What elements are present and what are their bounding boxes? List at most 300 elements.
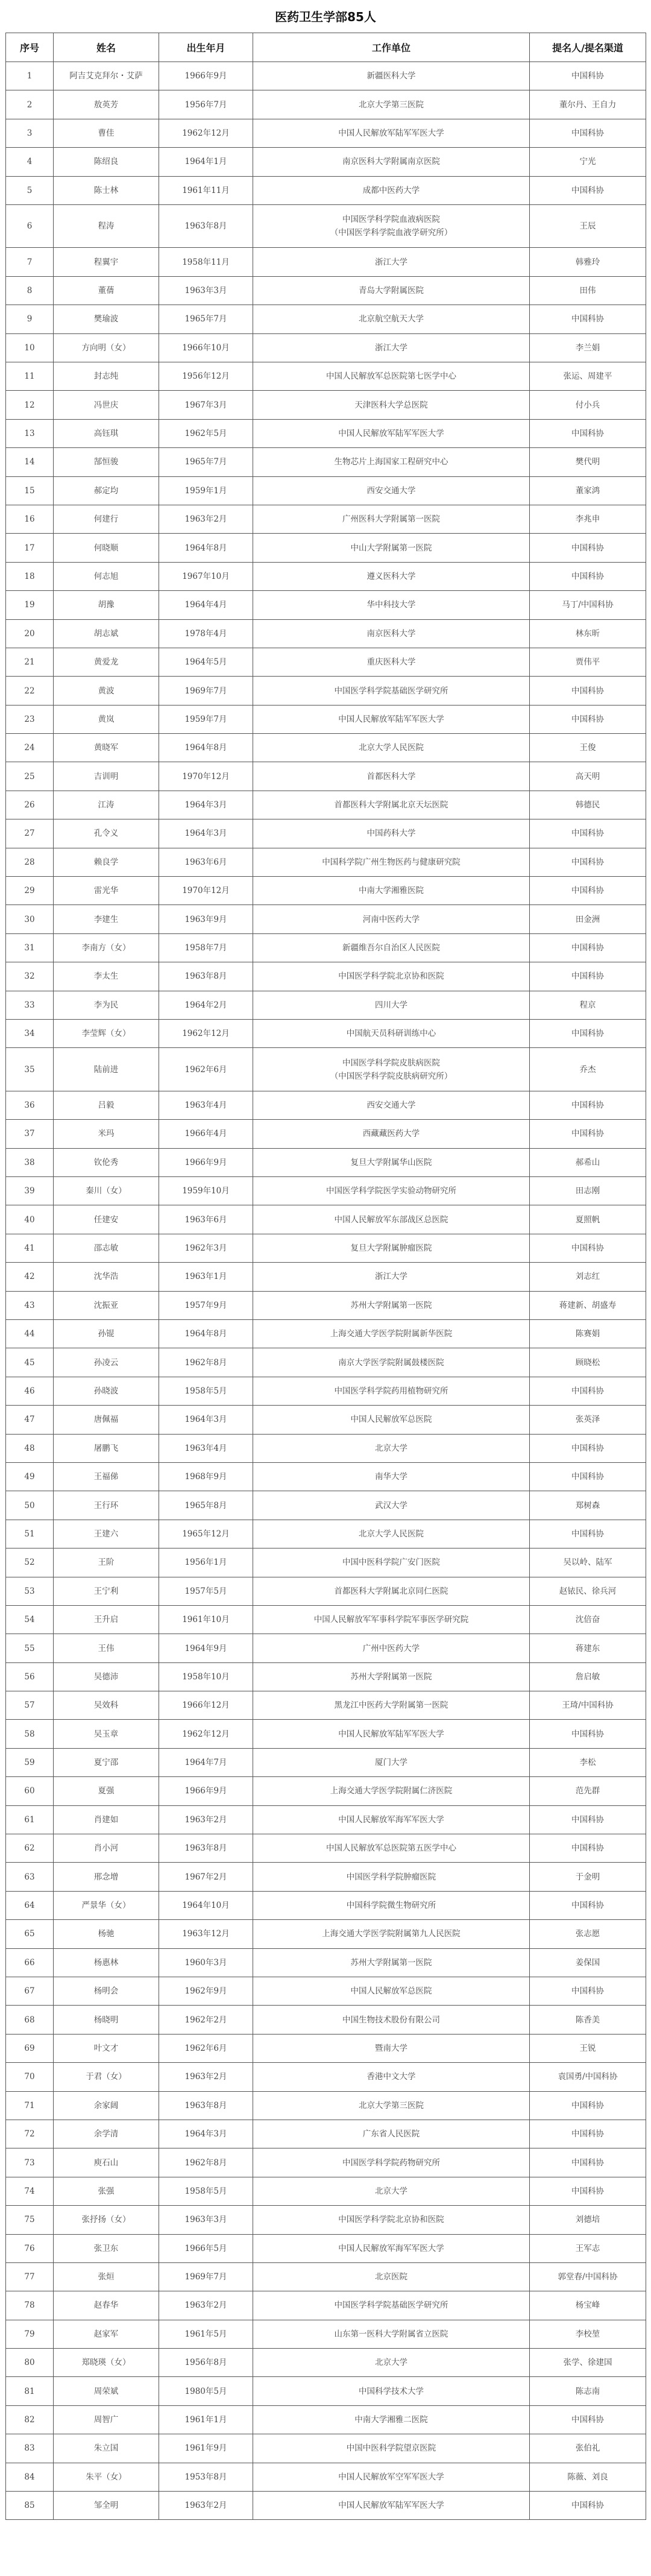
table-row: [6, 2063, 646, 2091]
table-row: [6, 2148, 646, 2177]
cell-nominator: 中国科协: [530, 1891, 646, 1919]
cell-birth: 1967年10月: [159, 562, 253, 590]
cell-birth: 1964年3月: [159, 791, 253, 819]
header-index: 序号: [6, 33, 54, 62]
cell-name: 程涛: [54, 204, 159, 248]
cell-name: 高钰琪: [54, 419, 159, 447]
table-row: [6, 791, 646, 819]
cell-unit: 上海交通大学医学院附属仁济医院: [253, 1777, 530, 1805]
cell-unit: 北京大学: [253, 2177, 530, 2205]
cell-name: 李莹辉（女）: [54, 1020, 159, 1048]
header-nominator: 提名人/提名渠道: [530, 33, 646, 62]
cell-nominator: 中国科协: [530, 119, 646, 147]
cell-birth: 1963年9月: [159, 905, 253, 933]
cell-name: 孙锟: [54, 1320, 159, 1348]
cell-index: 4: [6, 148, 54, 176]
cell-nominator: 赵铱民、徐兵河: [530, 1577, 646, 1605]
cell-birth: 1969年7月: [159, 677, 253, 705]
cell-name: 沈振亚: [54, 1291, 159, 1319]
cell-name: 雷光华: [54, 877, 159, 905]
cell-unit: 四川大学: [253, 991, 530, 1019]
cell-name: 肖小河: [54, 1834, 159, 1863]
cell-birth: 1963年3月: [159, 276, 253, 305]
cell-unit: 中国人民解放军总医院第五医学中心: [253, 1834, 530, 1863]
cell-unit: 复旦大学附属华山医院: [253, 1148, 530, 1176]
cell-index: 80: [6, 2349, 54, 2377]
cell-birth: 1964年5月: [159, 648, 253, 676]
table-row: [6, 1891, 646, 1919]
cell-index: 72: [6, 2120, 54, 2148]
cell-unit: 广州医科大学附属第一医院: [253, 505, 530, 533]
cell-index: 27: [6, 819, 54, 848]
cell-index: 1: [6, 62, 54, 90]
table-row: [6, 391, 646, 419]
cell-index: 11: [6, 362, 54, 391]
cell-name: 李建生: [54, 905, 159, 933]
cell-unit: 中国人民解放军总医院第七医学中心: [253, 362, 530, 391]
cell-index: 28: [6, 848, 54, 876]
cell-nominator: 李校堃: [530, 2320, 646, 2348]
cell-unit: 首都医科大学: [253, 762, 530, 791]
cell-unit: 武汉大学: [253, 1491, 530, 1520]
cell-unit: 中国人民解放军总医院: [253, 1977, 530, 2006]
table-row: [6, 705, 646, 733]
cell-unit: 成都中医药大学: [253, 176, 530, 204]
cell-name: 杨驰: [54, 1920, 159, 1948]
table-row: [6, 1434, 646, 1462]
cell-index: 34: [6, 1020, 54, 1048]
cell-nominator: 李兰娟: [530, 333, 646, 362]
cell-birth: 1964年1月: [159, 148, 253, 176]
cell-unit: 中国医学科学院药用植物研究所: [253, 1377, 530, 1405]
table-row: [6, 905, 646, 933]
cell-index: 63: [6, 1863, 54, 1891]
cell-birth: 1963年2月: [159, 2492, 253, 2520]
cell-unit: 中国中医科学院广安门医院: [253, 1548, 530, 1577]
cell-nominator: 张学、徐建国: [530, 2349, 646, 2377]
cell-name: 敖英芳: [54, 90, 159, 119]
cell-birth: 1963年8月: [159, 204, 253, 248]
cell-index: 65: [6, 1920, 54, 1948]
cell-nominator: 中国科协: [530, 2405, 646, 2434]
cell-nominator: 沈倍奋: [530, 1605, 646, 1634]
cell-nominator: 中国科协: [530, 705, 646, 733]
cell-birth: 1958年5月: [159, 2177, 253, 2205]
cell-nominator: 乔杰: [530, 1048, 646, 1091]
cell-index: 45: [6, 1348, 54, 1377]
cell-name: 沈华浩: [54, 1263, 159, 1291]
cell-unit: 中国科学技术大学: [253, 2377, 530, 2405]
cell-unit: 西安交通大学: [253, 1091, 530, 1119]
cell-nominator: 宁光: [530, 148, 646, 176]
cell-index: 5: [6, 176, 54, 204]
cell-birth: 1966年9月: [159, 1777, 253, 1805]
cell-name: 张卫东: [54, 2234, 159, 2262]
cell-name: 郜恒骏: [54, 448, 159, 476]
cell-name: 何建行: [54, 505, 159, 533]
cell-name: 樊瑜波: [54, 305, 159, 333]
table-row: [6, 648, 646, 676]
cell-index: 74: [6, 2177, 54, 2205]
cell-birth: 1957年5月: [159, 1577, 253, 1605]
cell-unit: 北京大学: [253, 1434, 530, 1462]
table-row: [6, 1205, 646, 1234]
table-row: [6, 1948, 646, 1977]
cell-unit: 中山大学附属第一医院: [253, 534, 530, 562]
cell-nominator: 袁国勇/中国科协: [530, 2063, 646, 2091]
cell-unit: [253, 1048, 530, 1091]
cell-name: 吴效科: [54, 1691, 159, 1720]
cell-index: 19: [6, 591, 54, 619]
cell-index: 52: [6, 1548, 54, 1577]
cell-birth: 1963年1月: [159, 1263, 253, 1291]
cell-name: 邵志敏: [54, 1234, 159, 1262]
table-row: [6, 419, 646, 447]
cell-birth: 1962年8月: [159, 1348, 253, 1377]
table-row: [6, 1548, 646, 1577]
cell-birth: 1963年2月: [159, 1805, 253, 1834]
cell-index: 40: [6, 1205, 54, 1234]
cell-nominator: 中国科协: [530, 1434, 646, 1462]
cell-index: 73: [6, 2148, 54, 2177]
table-row: [6, 1348, 646, 1377]
cell-birth: 1964年3月: [159, 2120, 253, 2148]
cell-name: 何志旭: [54, 562, 159, 590]
cell-index: 35: [6, 1048, 54, 1091]
cell-unit: 南华大学: [253, 1462, 530, 1491]
cell-unit: 上海交通大学医学院附属新华医院: [253, 1320, 530, 1348]
cell-unit: 北京航空航天大学: [253, 305, 530, 333]
cell-unit: 新疆医科大学: [253, 62, 530, 90]
table-row: [6, 148, 646, 176]
cell-nominator: 刘德培: [530, 2206, 646, 2234]
cell-nominator: 郑树森: [530, 1491, 646, 1520]
cell-nominator: 李兆申: [530, 505, 646, 533]
cell-birth: 1970年12月: [159, 762, 253, 791]
cell-nominator: 樊代明: [530, 448, 646, 476]
cell-nominator: 中国科协: [530, 419, 646, 447]
cell-birth: 1966年10月: [159, 333, 253, 362]
table-row: [6, 848, 646, 876]
cell-unit: 新疆维吾尔自治区人民医院: [253, 933, 530, 962]
cell-name: 吴德沛: [54, 1662, 159, 1691]
table-row: [6, 2405, 646, 2434]
table-row: [6, 734, 646, 762]
cell-birth: 1961年10月: [159, 1605, 253, 1634]
cell-name: 任建安: [54, 1205, 159, 1234]
table-row: [6, 991, 646, 1019]
cell-nominator: 杨宝峰: [530, 2291, 646, 2320]
cell-birth: 1963年8月: [159, 2091, 253, 2120]
cell-birth: 1962年5月: [159, 419, 253, 447]
cell-unit: 北京大学第三医院: [253, 90, 530, 119]
cell-name: 余学清: [54, 2120, 159, 2148]
cell-birth: 1963年2月: [159, 2063, 253, 2091]
cell-unit: 河南中医药大学: [253, 905, 530, 933]
cell-birth: 1966年4月: [159, 1120, 253, 1148]
cell-unit: 中国生物技术股份有限公司: [253, 2006, 530, 2034]
cell-index: 84: [6, 2463, 54, 2491]
table-row: [6, 1491, 646, 1520]
cell-name: 阿吉艾克拜尔・艾萨: [54, 62, 159, 90]
cell-nominator: 张志愿: [530, 1920, 646, 1948]
table-row: [6, 933, 646, 962]
table-row: [6, 1020, 646, 1048]
cell-nominator: 贾伟平: [530, 648, 646, 676]
cell-index: 59: [6, 1748, 54, 1776]
cell-index: 51: [6, 1520, 54, 1548]
cell-name: 杨晓明: [54, 2006, 159, 2034]
cell-nominator: 中国科协: [530, 848, 646, 876]
cell-name: 邹全明: [54, 2492, 159, 2520]
cell-index: 78: [6, 2291, 54, 2320]
cell-name: 董蒨: [54, 276, 159, 305]
cell-index: 70: [6, 2063, 54, 2091]
cell-name: 屠鹏飞: [54, 1434, 159, 1462]
cell-name: 曹佳: [54, 119, 159, 147]
cell-nominator: 高天明: [530, 762, 646, 791]
cell-unit: 中国人民解放军陆军军医大学: [253, 1720, 530, 1748]
cell-name: 夏宁邵: [54, 1748, 159, 1776]
cell-unit: 中国中医科学院望京医院: [253, 2434, 530, 2463]
cell-nominator: 田伟: [530, 276, 646, 305]
cell-birth: 1965年7月: [159, 305, 253, 333]
cell-birth: 1959年10月: [159, 1177, 253, 1205]
cell-nominator: 中国科协: [530, 2177, 646, 2205]
table-row: [6, 2262, 646, 2291]
cell-name: 陈绍良: [54, 148, 159, 176]
cell-birth: 1980年5月: [159, 2377, 253, 2405]
cell-index: 62: [6, 1834, 54, 1863]
cell-name: 李南方（女）: [54, 933, 159, 962]
table-row: [6, 677, 646, 705]
cell-unit: 中南大学湘雅医院: [253, 877, 530, 905]
table-row: [6, 2492, 646, 2520]
cell-birth: 1963年8月: [159, 962, 253, 991]
cell-index: 66: [6, 1948, 54, 1977]
table-row: [6, 1048, 646, 1091]
cell-unit: 浙江大学: [253, 248, 530, 276]
cell-index: 54: [6, 1605, 54, 1634]
cell-nominator: 中国科协: [530, 1020, 646, 1048]
table-row: [6, 362, 646, 391]
table-row: [6, 248, 646, 276]
cell-unit: 中国医学科学院医学实验动物研究所: [253, 1177, 530, 1205]
cell-nominator: 陈志南: [530, 2377, 646, 2405]
cell-nominator: 马丁/中国科协: [530, 591, 646, 619]
cell-name: 郑晓瑛（女）: [54, 2349, 159, 2377]
cell-nominator: 王琦/中国科协: [530, 1691, 646, 1720]
cell-index: 46: [6, 1377, 54, 1405]
cell-birth: 1966年5月: [159, 2234, 253, 2262]
table-row: [6, 1291, 646, 1319]
cell-name: 陈士林: [54, 176, 159, 204]
table-row: [6, 1720, 646, 1748]
cell-birth: 1956年7月: [159, 90, 253, 119]
cell-unit: 遵义医科大学: [253, 562, 530, 590]
table-row: [6, 819, 646, 848]
cell-index: 57: [6, 1691, 54, 1720]
cell-index: 2: [6, 90, 54, 119]
cell-name: 邢念增: [54, 1863, 159, 1891]
cell-birth: 1965年12月: [159, 1520, 253, 1548]
cell-name: 黄晓军: [54, 734, 159, 762]
cell-name: 朱立国: [54, 2434, 159, 2463]
cell-index: 3: [6, 119, 54, 147]
cell-index: 14: [6, 448, 54, 476]
cell-birth: 1966年12月: [159, 1691, 253, 1720]
cell-birth: 1953年8月: [159, 2463, 253, 2491]
cell-name: 朱平（女）: [54, 2463, 159, 2491]
cell-birth: 1962年12月: [159, 119, 253, 147]
cell-nominator: 中国科协: [530, 62, 646, 90]
table-row: [6, 2320, 646, 2348]
cell-nominator: 中国科协: [530, 2091, 646, 2120]
cell-index: 24: [6, 734, 54, 762]
table-row: [6, 1634, 646, 1662]
cell-unit: 苏州大学附属第一医院: [253, 1662, 530, 1691]
cell-birth: 1957年9月: [159, 1291, 253, 1319]
cell-unit: 中国人民解放军陆军军医大学: [253, 2492, 530, 2520]
cell-nominator: 中国科协: [530, 933, 646, 962]
cell-birth: 1958年7月: [159, 933, 253, 962]
cell-name: 肖建如: [54, 1805, 159, 1834]
cell-birth: 1966年9月: [159, 62, 253, 90]
cell-birth: 1964年3月: [159, 1406, 253, 1434]
cell-nominator: 王辰: [530, 204, 646, 248]
cell-unit: 中国科学院广州生物医药与健康研究院: [253, 848, 530, 876]
cell-birth: 1964年8月: [159, 1320, 253, 1348]
cell-index: 67: [6, 1977, 54, 2006]
cell-name: 陆前进: [54, 1048, 159, 1091]
table-row: [6, 90, 646, 119]
cell-nominator: 刘志红: [530, 1263, 646, 1291]
cell-unit: 黑龙江中医药大学附属第一医院: [253, 1691, 530, 1720]
cell-unit: 生物芯片上海国家工程研究中心: [253, 448, 530, 476]
cell-birth: 1964年3月: [159, 819, 253, 848]
cell-nominator: 中国科协: [530, 962, 646, 991]
cell-unit: 暨南大学: [253, 2034, 530, 2062]
cell-index: 33: [6, 991, 54, 1019]
cell-nominator: 范先群: [530, 1777, 646, 1805]
cell-unit: 南京大学医学院附属鼓楼医院: [253, 1348, 530, 1377]
table-row: [6, 2034, 646, 2062]
cell-index: 18: [6, 562, 54, 590]
cell-name: 吕毅: [54, 1091, 159, 1119]
table-row: [6, 762, 646, 791]
table-row: [6, 1263, 646, 1291]
page-title: 医药卫生学部85人: [275, 10, 376, 24]
cell-index: 37: [6, 1120, 54, 1148]
cell-name: 王行环: [54, 1491, 159, 1520]
cell-index: 61: [6, 1805, 54, 1834]
cell-unit: 中国人民解放军陆军军医大学: [253, 705, 530, 733]
cell-birth: 1963年6月: [159, 1205, 253, 1234]
cell-index: 76: [6, 2234, 54, 2262]
cell-index: 8: [6, 276, 54, 305]
cell-unit: 中国人民解放军陆军军医大学: [253, 119, 530, 147]
cell-index: 71: [6, 2091, 54, 2120]
cell-name: 王建六: [54, 1520, 159, 1548]
cell-name: 余家阔: [54, 2091, 159, 2120]
cell-unit: 山东第一医科大学附属省立医院: [253, 2320, 530, 2348]
table-row: [6, 1863, 646, 1891]
unit-line-2: （中国医学科学院血液学研究所）: [330, 228, 453, 238]
cell-nominator: 韩雅玲: [530, 248, 646, 276]
cell-nominator: 中国科协: [530, 1720, 646, 1748]
cell-name: 于君（女）: [54, 2063, 159, 2091]
cell-nominator: 中国科协: [530, 877, 646, 905]
cell-index: 55: [6, 1634, 54, 1662]
cell-nominator: 中国科协: [530, 1834, 646, 1863]
cell-name: 张烜: [54, 2262, 159, 2291]
cell-unit: 西安交通大学: [253, 476, 530, 505]
table-row: [6, 476, 646, 505]
table-row: [6, 1748, 646, 1776]
cell-index: 77: [6, 2262, 54, 2291]
cell-nominator: 中国科协: [530, 534, 646, 562]
cell-index: 38: [6, 1148, 54, 1176]
cell-unit: 上海交通大学医学院附属第九人民医院: [253, 1920, 530, 1948]
table-row: [6, 2349, 646, 2377]
cell-birth: 1962年3月: [159, 1234, 253, 1262]
cell-name: 王宁利: [54, 1577, 159, 1605]
cell-name: 吴玉章: [54, 1720, 159, 1748]
cell-name: 王伟: [54, 1634, 159, 1662]
cell-index: 25: [6, 762, 54, 791]
cell-name: 程翼宇: [54, 248, 159, 276]
cell-nominator: 韩德民: [530, 791, 646, 819]
cell-nominator: 王俊: [530, 734, 646, 762]
cell-index: 31: [6, 933, 54, 962]
cell-index: 15: [6, 476, 54, 505]
cell-birth: 1962年6月: [159, 2034, 253, 2062]
cell-name: 王福俤: [54, 1462, 159, 1491]
cell-name: 黄爱龙: [54, 648, 159, 676]
cell-name: 夏强: [54, 1777, 159, 1805]
cell-birth: 1961年5月: [159, 2320, 253, 2348]
cell-index: 13: [6, 419, 54, 447]
table-row: [6, 2206, 646, 2234]
cell-name: 赵春华: [54, 2291, 159, 2320]
cell-unit: 苏州大学附属第一医院: [253, 1291, 530, 1319]
cell-nominator: 中国科协: [530, 2120, 646, 2148]
cell-index: 42: [6, 1263, 54, 1291]
cell-birth: 1963年12月: [159, 1920, 253, 1948]
cell-name: 周智广: [54, 2405, 159, 2434]
cell-unit: 青岛大学附属医院: [253, 276, 530, 305]
cell-name: 严景华（女）: [54, 1891, 159, 1919]
cell-index: 16: [6, 505, 54, 533]
cell-birth: 1959年7月: [159, 705, 253, 733]
cell-birth: 1962年9月: [159, 1977, 253, 2006]
table-row: [6, 1091, 646, 1119]
cell-unit: 华中科技大学: [253, 591, 530, 619]
unit-line-2: （中国医学科学院皮肤病研究所）: [330, 1071, 453, 1081]
table-row: [6, 1834, 646, 1863]
table-row: [6, 119, 646, 147]
cell-index: 68: [6, 2006, 54, 2034]
cell-birth: 1963年8月: [159, 1834, 253, 1863]
cell-unit: 中国人民解放军东部战区总医院: [253, 1205, 530, 1234]
cell-birth: 1963年3月: [159, 2206, 253, 2234]
cell-index: 10: [6, 333, 54, 362]
cell-index: 47: [6, 1406, 54, 1434]
cell-name: 何晓顺: [54, 534, 159, 562]
cell-unit: 北京大学人民医院: [253, 1520, 530, 1548]
table-row: [6, 62, 646, 90]
table-row: [6, 176, 646, 204]
